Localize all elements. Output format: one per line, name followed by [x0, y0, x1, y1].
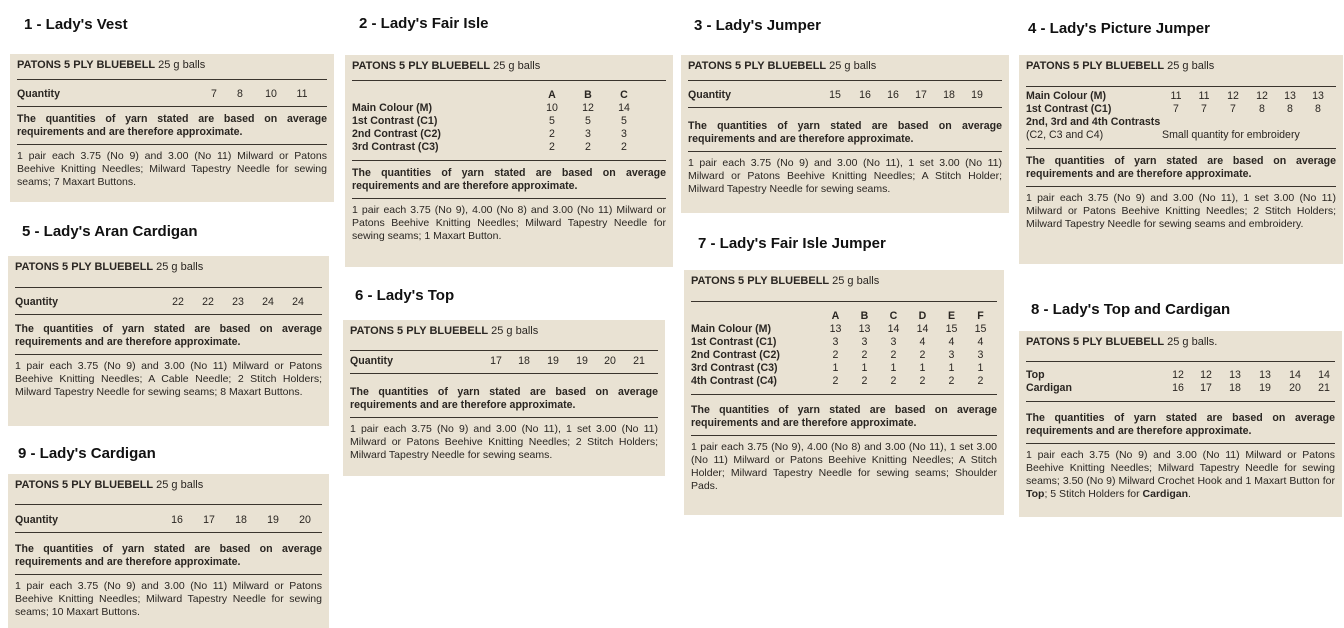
contrast-label: 2nd, 3rd and 4th Contrasts: [1026, 116, 1161, 128]
colour-row: [352, 115, 666, 128]
quantity-row: [15, 296, 322, 315]
pattern-2-title: 2 - Lady's Fair Isle: [359, 15, 489, 32]
quantity-value: 8: [237, 88, 243, 100]
colour-value: 13: [1284, 90, 1296, 102]
colour-label: 3rd Contrast (C3): [352, 141, 439, 153]
approximate-note: The quantities of yarn stated are based on average requirements and are therefore approximate.: [15, 543, 322, 575]
yarn-header: [688, 60, 1002, 81]
colour-value: 2: [621, 141, 627, 153]
yarn-brand: PATONS 5 PLY BLUEBELL: [688, 60, 827, 72]
pattern-8-yarn-card: [1019, 331, 1342, 517]
size-column: C: [889, 310, 898, 322]
size-column: E: [947, 310, 956, 322]
colour-row: [1026, 90, 1336, 103]
colour-label: 1st Contrast (C1): [352, 115, 438, 127]
colour-value: 1: [977, 362, 984, 374]
colour-label: Main Colour (M): [691, 323, 772, 335]
colour-label: 1st Contrast (C1): [691, 336, 777, 348]
materials-text: 1 pair each 3.75 (No 9) and 3.00 (No 11), 1 set 3.00 (No 11) Milward or Patons Beehive Knitting Needles; 2 Stitch Holders; Milward Tapestry Needle for sewing seams and embroidery.: [1026, 192, 1336, 230]
yarn-brand: PATONS 5 PLY BLUEBELL: [352, 60, 491, 72]
size-column: A: [831, 310, 840, 322]
quantity-value: 23: [232, 296, 244, 308]
garment-value: 13: [1259, 369, 1271, 381]
quantity-value: 22: [172, 296, 184, 308]
colour-label: 2nd Contrast (C2): [352, 128, 441, 140]
garment-row: [1026, 369, 1335, 382]
colour-value: 2: [977, 375, 984, 387]
quantity-value: 17: [915, 89, 927, 101]
materials-part: 1 pair each 3.75 (No 9) and 3.00 (No 11) Milward or Patons Beehive Knitting Needles; Milward Tapestry Needle for sewing seams; 3.50 (No 9) Milward Crochet Hook and 1 Maxart Button for: [1026, 449, 1335, 487]
colour-value: 13: [829, 323, 842, 335]
pattern-5-yarn-card: [8, 256, 329, 426]
colour-value: 11: [1198, 90, 1210, 102]
quantity-value: 17: [203, 514, 215, 526]
size-table: [1026, 369, 1335, 402]
garment-label: Cardigan: [1026, 382, 1072, 394]
garment-value: 17: [1200, 382, 1212, 394]
quantity-value: 7: [211, 88, 217, 100]
pattern-2-yarn-card: [345, 55, 673, 267]
colour-value: 8: [1315, 103, 1321, 115]
approximate-note: The quantities of yarn stated are based on average requirements and are therefore approximate.: [17, 113, 327, 145]
pattern-3-yarn-card: [681, 55, 1009, 213]
yarn-brand: PATONS 5 PLY BLUEBELL: [1026, 60, 1165, 72]
garment-row: [1026, 382, 1335, 395]
ball-size: 25 g balls: [156, 479, 204, 491]
colour-value: 8: [1287, 103, 1293, 115]
garment-value: 12: [1172, 369, 1184, 381]
quantity-value: 16: [171, 514, 183, 526]
garment-value: 19: [1259, 382, 1271, 394]
colour-value: 2: [832, 349, 839, 361]
quantity-value: 11: [296, 88, 308, 100]
quantity-value: 15: [829, 89, 841, 101]
colour-value: 3: [890, 336, 897, 348]
colour-value: 15: [945, 323, 958, 335]
colour-value: 14: [618, 102, 630, 114]
ball-size: 25 g balls.: [1167, 336, 1218, 348]
quantity-value: 10: [265, 88, 277, 100]
quantity-value: 17: [490, 355, 502, 367]
contrast-row: [1026, 129, 1336, 142]
colour-value: 3: [832, 336, 839, 348]
colour-value: 3: [861, 336, 868, 348]
colour-value: 1: [948, 362, 955, 374]
garment-value: 21: [1318, 382, 1330, 394]
quantity-label: Quantity: [17, 88, 60, 100]
quantity-row: [15, 514, 322, 533]
yarn-header: [1026, 60, 1336, 87]
pattern-3-title: 3 - Lady's Jumper: [694, 17, 821, 34]
pattern-4-title: 4 - Lady's Picture Jumper: [1028, 20, 1210, 37]
colour-value: 2: [919, 375, 926, 387]
colour-label: 1st Contrast (C1): [1026, 103, 1112, 115]
colour-table-header: [352, 89, 666, 102]
quantity-value: 19: [547, 355, 559, 367]
ball-size: 25 g balls: [491, 325, 539, 337]
colour-value: 2: [861, 375, 868, 387]
materials-text: 1 pair each 3.75 (No 9) and 3.00 (No 11) Milward or Patons Beehive Knitting Needles; Milward Tapestry Needle for sewing seams; 7 Maxart Buttons.: [17, 150, 327, 188]
quantity-value: 16: [887, 89, 899, 101]
materials-text: 1 pair each 3.75 (No 9) and 3.00 (No 11), 1 set 3.00 (No 11) Milward or Patons Beehive Knitting Needles; A Stitch Holder; Milward Tapestry Needle for sewing seams.: [688, 157, 1002, 195]
colour-label: 4th Contrast (C4): [691, 375, 777, 387]
contrast-sublabel: (C2, C3 and C4): [1026, 129, 1104, 141]
colour-value: 3: [621, 128, 627, 140]
approximate-note: The quantities of yarn stated are based on average requirements and are therefore approximate.: [691, 404, 997, 436]
materials-cardigan-label: Cardigan: [1142, 488, 1189, 500]
colour-value: 12: [1256, 90, 1268, 102]
size-column: A: [548, 89, 556, 101]
materials-text: 1 pair each 3.75 (No 9) and 3.00 (No 11) Milward or Patons Beehive Knitting Needles; A Cable Needle; 2 Stitch Holders; Milward Tapestry Needle for sewing seams; 8 Maxart Buttons.: [15, 360, 322, 398]
colour-value: 1: [919, 362, 926, 374]
size-column: D: [918, 310, 927, 322]
ball-size: 25 g balls: [832, 275, 880, 287]
ball-size: 25 g balls: [1167, 60, 1215, 72]
quantity-value: 18: [235, 514, 247, 526]
quantity-label: Quantity: [688, 89, 731, 101]
colour-value: 7: [1201, 103, 1207, 115]
garment-value: 18: [1229, 382, 1241, 394]
colour-row: [691, 336, 997, 349]
colour-value: 13: [1312, 90, 1324, 102]
pattern-5-title: 5 - Lady's Aran Cardigan: [22, 223, 198, 240]
pattern-9-title: 9 - Lady's Cardigan: [18, 445, 156, 462]
pattern-7-yarn-card: [684, 270, 1004, 515]
colour-value: 12: [582, 102, 594, 114]
colour-value: 10: [546, 102, 558, 114]
colour-value: 2: [919, 349, 926, 361]
ball-size: 25 g balls: [829, 60, 877, 72]
colour-value: 5: [621, 115, 627, 127]
colour-value: 3: [585, 128, 591, 140]
colour-value: 2: [549, 128, 555, 140]
yarn-brand: PATONS 5 PLY BLUEBELL: [15, 479, 154, 491]
quantity-value: 22: [202, 296, 214, 308]
yarn-header: [350, 325, 658, 351]
colour-value: 8: [1259, 103, 1265, 115]
garment-value: 13: [1229, 369, 1241, 381]
colour-label: Main Colour (M): [352, 102, 433, 114]
quantity-label: Quantity: [15, 296, 58, 308]
materials-text: 1 pair each 3.75 (No 9), 4.00 (No 8) and 3.00 (No 11), 1 set 3.00 (No 11) Milward or Patons Beehive Knitting Needles; A Stitch Holder; Milward Tapestry Needle for sewing seams; Shoulder Pads.: [691, 441, 997, 492]
colour-value: 15: [974, 323, 987, 335]
pattern-1-title: 1 - Lady's Vest: [24, 16, 128, 33]
quantity-value: 21: [633, 355, 645, 367]
colour-value: 5: [549, 115, 555, 127]
colour-value: 14: [887, 323, 900, 335]
colour-value: 5: [585, 115, 591, 127]
size-column: C: [620, 89, 628, 101]
colour-value: 4: [977, 336, 984, 348]
quantity-value: 20: [604, 355, 616, 367]
colour-value: 7: [1230, 103, 1236, 115]
yarn-header: [17, 59, 327, 80]
approximate-note: The quantities of yarn stated are based on average requirements and are therefore approximate.: [352, 167, 666, 199]
size-column: B: [584, 89, 592, 101]
quantity-row: [688, 89, 1002, 108]
quantity-value: 19: [267, 514, 279, 526]
colour-label: 2nd Contrast (C2): [691, 349, 780, 361]
colour-value: 14: [916, 323, 929, 335]
pattern-7-title: 7 - Lady's Fair Isle Jumper: [698, 235, 886, 252]
colour-value: 2: [585, 141, 591, 153]
colour-value: 13: [858, 323, 871, 335]
yarn-header: [691, 275, 997, 302]
pattern-9-yarn-card: [8, 474, 329, 628]
quantity-value: 18: [518, 355, 530, 367]
yarn-header: [15, 479, 322, 505]
yarn-brand: PATONS 5 PLY BLUEBELL: [350, 325, 489, 337]
garment-value: 14: [1318, 369, 1330, 381]
quantity-value: 19: [971, 89, 983, 101]
colour-value: 3: [977, 349, 984, 361]
quantity-label: Quantity: [350, 355, 393, 367]
pattern-1-yarn-card: [10, 54, 334, 202]
colour-row: [352, 128, 666, 141]
ball-size: 25 g balls: [493, 60, 541, 72]
quantity-value: 24: [262, 296, 274, 308]
colour-value: 2: [861, 349, 868, 361]
materials-text: 1 pair each 3.75 (No 9), 4.00 (No 8) and 3.00 (No 11) Milward or Patons Beehive Knitting Needles; Milward Tapestry Needle for sewing seams; 1 Maxart Button.: [352, 204, 666, 242]
pattern-8-title: 8 - Lady's Top and Cardigan: [1031, 301, 1231, 318]
pattern-6-yarn-card: [343, 320, 665, 476]
colour-table: [691, 310, 997, 395]
approximate-note: The quantities of yarn stated are based on average requirements and are therefore approximate.: [15, 323, 322, 355]
yarn-brand: PATONS 5 PLY BLUEBELL: [691, 275, 830, 287]
size-column: B: [860, 310, 869, 322]
colour-value: 11: [1170, 90, 1182, 102]
colour-row: [691, 375, 997, 388]
garment-value: 12: [1200, 369, 1212, 381]
colour-value: 3: [948, 349, 955, 361]
quantity-value: 20: [299, 514, 311, 526]
pattern-6-title: 6 - Lady's Top: [355, 287, 455, 304]
colour-table: [1026, 90, 1336, 149]
approximate-note: The quantities of yarn stated are based on average requirements and are therefore approximate.: [350, 386, 658, 418]
quantity-value: 24: [292, 296, 304, 308]
yarn-header: [15, 261, 322, 288]
yarn-header: [1026, 336, 1335, 362]
approximate-note: The quantities of yarn stated are based on average requirements and are therefore approximate.: [688, 120, 1002, 152]
colour-value: 2: [549, 141, 555, 153]
materials-top-label: Top: [1026, 488, 1045, 500]
colour-row: [352, 102, 666, 115]
ball-size: 25 g balls: [156, 261, 204, 273]
garment-value: 14: [1289, 369, 1301, 381]
colour-value: 2: [948, 375, 955, 387]
size-column: F: [977, 310, 984, 322]
colour-row: [691, 323, 997, 336]
quantity-value: 19: [576, 355, 588, 367]
materials-part: .: [1188, 488, 1191, 500]
colour-table: [352, 89, 666, 161]
colour-value: 1: [890, 362, 897, 374]
colour-value: 2: [832, 375, 839, 387]
yarn-brand: PATONS 5 PLY BLUEBELL: [1026, 336, 1165, 348]
yarn-brand: PATONS 5 PLY BLUEBELL: [17, 59, 156, 71]
pattern-4-yarn-card: [1019, 55, 1343, 264]
materials-text: 1 pair each 3.75 (No 9) and 3.00 (No 11), 1 set 3.00 (No 11) Milward or Patons Beehive Knitting Needles; 2 Stitch Holders; Milward Tapestry Needle for sewing seams.: [350, 423, 658, 461]
contrast-value: Small quantity for embroidery: [1162, 129, 1300, 141]
colour-value: 7: [1173, 103, 1179, 115]
colour-label: Main Colour (M): [1026, 90, 1107, 102]
quantity-row: [350, 355, 658, 374]
ball-size: 25 g balls: [158, 59, 206, 71]
garment-label: Top: [1026, 369, 1045, 381]
colour-row: [352, 141, 666, 154]
colour-value: 2: [890, 375, 897, 387]
materials-text: 1 pair each 3.75 (No 9) and 3.00 (No 11) Milward or Patons Beehive Knitting Needles; Milward Tapestry Needle for sewing seams; 10 Maxart Buttons.: [15, 580, 322, 618]
yarn-brand: PATONS 5 PLY BLUEBELL: [15, 261, 154, 273]
colour-value: 4: [948, 336, 955, 348]
garment-value: 16: [1172, 382, 1184, 394]
yarn-header: [352, 60, 666, 81]
quantity-label: Quantity: [15, 514, 58, 526]
colour-row: [1026, 103, 1336, 116]
quantity-value: 18: [943, 89, 955, 101]
materials-text: [1026, 449, 1335, 501]
quantity-row: [17, 88, 327, 107]
colour-value: 1: [861, 362, 868, 374]
materials-part: ; 5 Stitch Holders for: [1044, 488, 1143, 500]
colour-row: [691, 362, 997, 375]
colour-value: 1: [832, 362, 839, 374]
colour-label: 3rd Contrast (C3): [691, 362, 778, 374]
approximate-note: The quantities of yarn stated are based on average requirements and are therefore approximate.: [1026, 412, 1335, 444]
colour-value: 4: [919, 336, 926, 348]
quantity-value: 16: [859, 89, 871, 101]
garment-value: 20: [1289, 382, 1301, 394]
colour-row: [691, 349, 997, 362]
colour-table-header: [691, 310, 997, 323]
colour-value: 12: [1227, 90, 1239, 102]
approximate-note: The quantities of yarn stated are based on average requirements and are therefore approximate.: [1026, 155, 1336, 187]
contrast-row: [1026, 116, 1336, 129]
colour-value: 2: [890, 349, 897, 361]
